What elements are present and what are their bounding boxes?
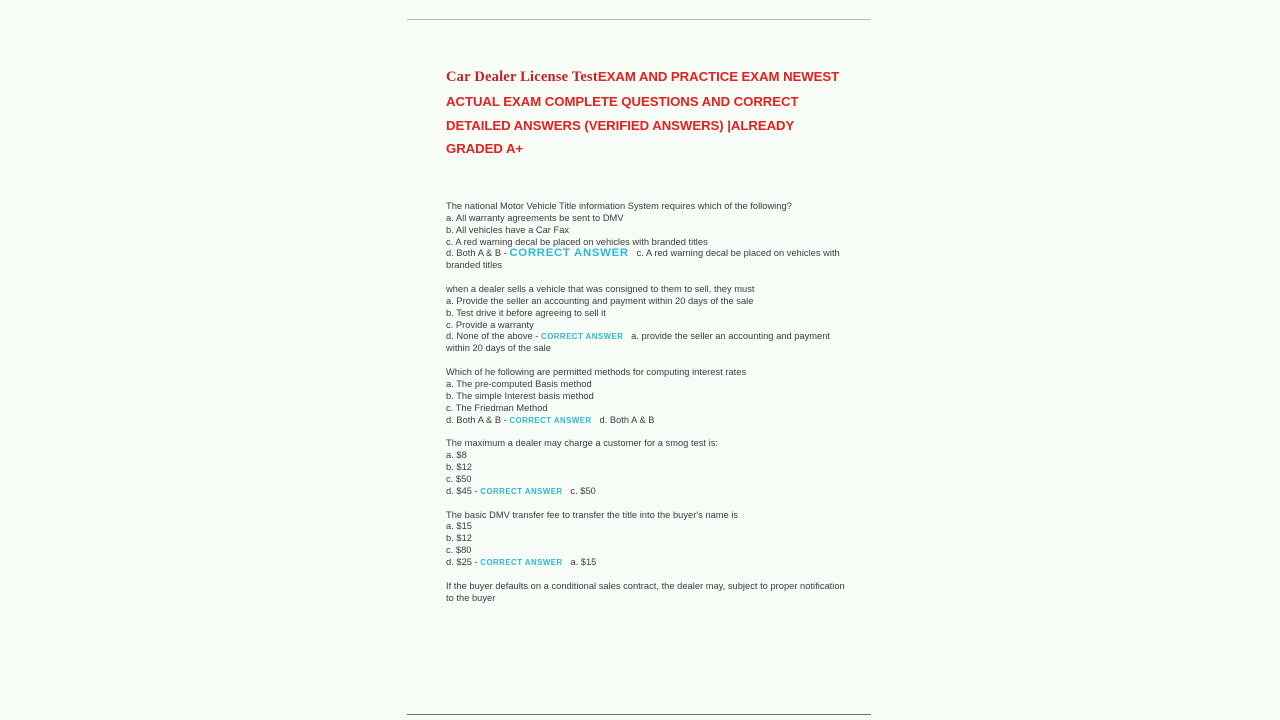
- question-answer-line: [446, 415, 848, 427]
- question-block: [446, 201, 848, 272]
- question-block: [446, 284, 848, 355]
- footer-divider: [407, 714, 871, 715]
- answer-separator: -: [501, 248, 510, 259]
- question-final-option: d. $25: [446, 556, 472, 567]
- question-final-option: d. Both A & B: [446, 414, 502, 425]
- question-prompt: The national Motor Vehicle Title information System requires which of the following?: [446, 201, 792, 211]
- question-option: b. $12: [446, 533, 472, 544]
- answer-separator: -: [471, 556, 481, 567]
- correct-answer-marker: CORRECT ANSWER: [509, 247, 629, 260]
- question-prompt: The basic DMV transfer fee to transfer the title into the buyer's name is: [446, 509, 739, 520]
- correct-answer-marker: CORRECT ANSWER: [509, 415, 592, 425]
- question-prompt: when a dealer sells a vehicle that was consigned to them to sell, they must: [446, 284, 755, 295]
- answer-separator: -: [501, 414, 510, 425]
- question-list: [446, 201, 848, 604]
- question-prompt: Which of he following are permitted methods for computing interest rates: [446, 367, 747, 378]
- header-divider: [407, 19, 871, 20]
- question-option: b. All vehicles have a Car Fax: [446, 224, 570, 235]
- question-final-option: d. Both A & B: [446, 248, 502, 259]
- question-option: c. A red warning decal be placed on vehicles with branded titles: [446, 236, 708, 247]
- question-option: a. Provide the seller an accounting and payment within 20 days of the sale: [446, 295, 754, 306]
- question-block: [446, 438, 848, 497]
- question-block: [446, 510, 848, 569]
- resolved-answer: c. $50: [562, 485, 596, 496]
- question-option: b. $12: [446, 462, 472, 473]
- question-option: c. $50: [446, 473, 472, 484]
- page-title-sans-part: EXAM AND PRACTICE EXAM NEWEST ACTUAL EXAM COMPLETE QUESTIONS AND CORRECT DETAILED ANSWERS (VERIFIED ANSWERS) |ALREADY GRADED A+: [446, 69, 840, 157]
- question-answer-line: [446, 486, 848, 498]
- question-answer-line: [446, 248, 848, 272]
- resolved-answer: c. A red warning decal be placed on vehicles with branded titles: [446, 248, 840, 271]
- document-header: [446, 62, 848, 158]
- question-block: [446, 367, 848, 426]
- question-option: c. Provide a warranty: [446, 319, 534, 330]
- question-answer-line: [446, 331, 848, 355]
- page-title-serif-part: Car Dealer License Test: [446, 69, 598, 85]
- resolved-answer: a. $15: [562, 556, 597, 567]
- correct-answer-marker: CORRECT ANSWER: [541, 332, 624, 342]
- question-option: c. $80: [446, 545, 472, 556]
- page-title: [446, 62, 848, 158]
- question-prompt: If the buyer defaults on a conditional sales contract, the dealer may, subject to proper notification to the buyer: [446, 580, 845, 603]
- correct-answer-marker: CORRECT ANSWER: [480, 486, 563, 496]
- correct-answer-marker: CORRECT ANSWER: [480, 557, 563, 567]
- question-option: b. The simple Interest basis method: [446, 390, 594, 401]
- answer-separator: -: [471, 485, 481, 496]
- question-option: b. Test drive it before agreeing to sell it: [446, 307, 606, 318]
- question-option: c. The Friedman Method: [446, 402, 548, 413]
- question-option: a. $15: [446, 521, 472, 532]
- question-block: [446, 581, 848, 605]
- question-prompt: The maximum a dealer may charge a customer for a smog test is:: [446, 438, 718, 449]
- question-option: a. All warranty agreements be sent to DMV: [446, 212, 624, 223]
- question-option: a. The pre-computed Basis method: [446, 378, 592, 389]
- resolved-answer: a. provide the seller an accounting and payment within 20 days of the sale: [446, 331, 831, 354]
- question-option: a. $8: [446, 450, 467, 461]
- question-final-option: d. $45: [446, 485, 472, 496]
- answer-separator: -: [532, 331, 542, 342]
- question-answer-line: [446, 557, 848, 569]
- question-final-option: d. None of the above: [446, 331, 533, 342]
- resolved-answer: d. Both A & B: [591, 414, 655, 425]
